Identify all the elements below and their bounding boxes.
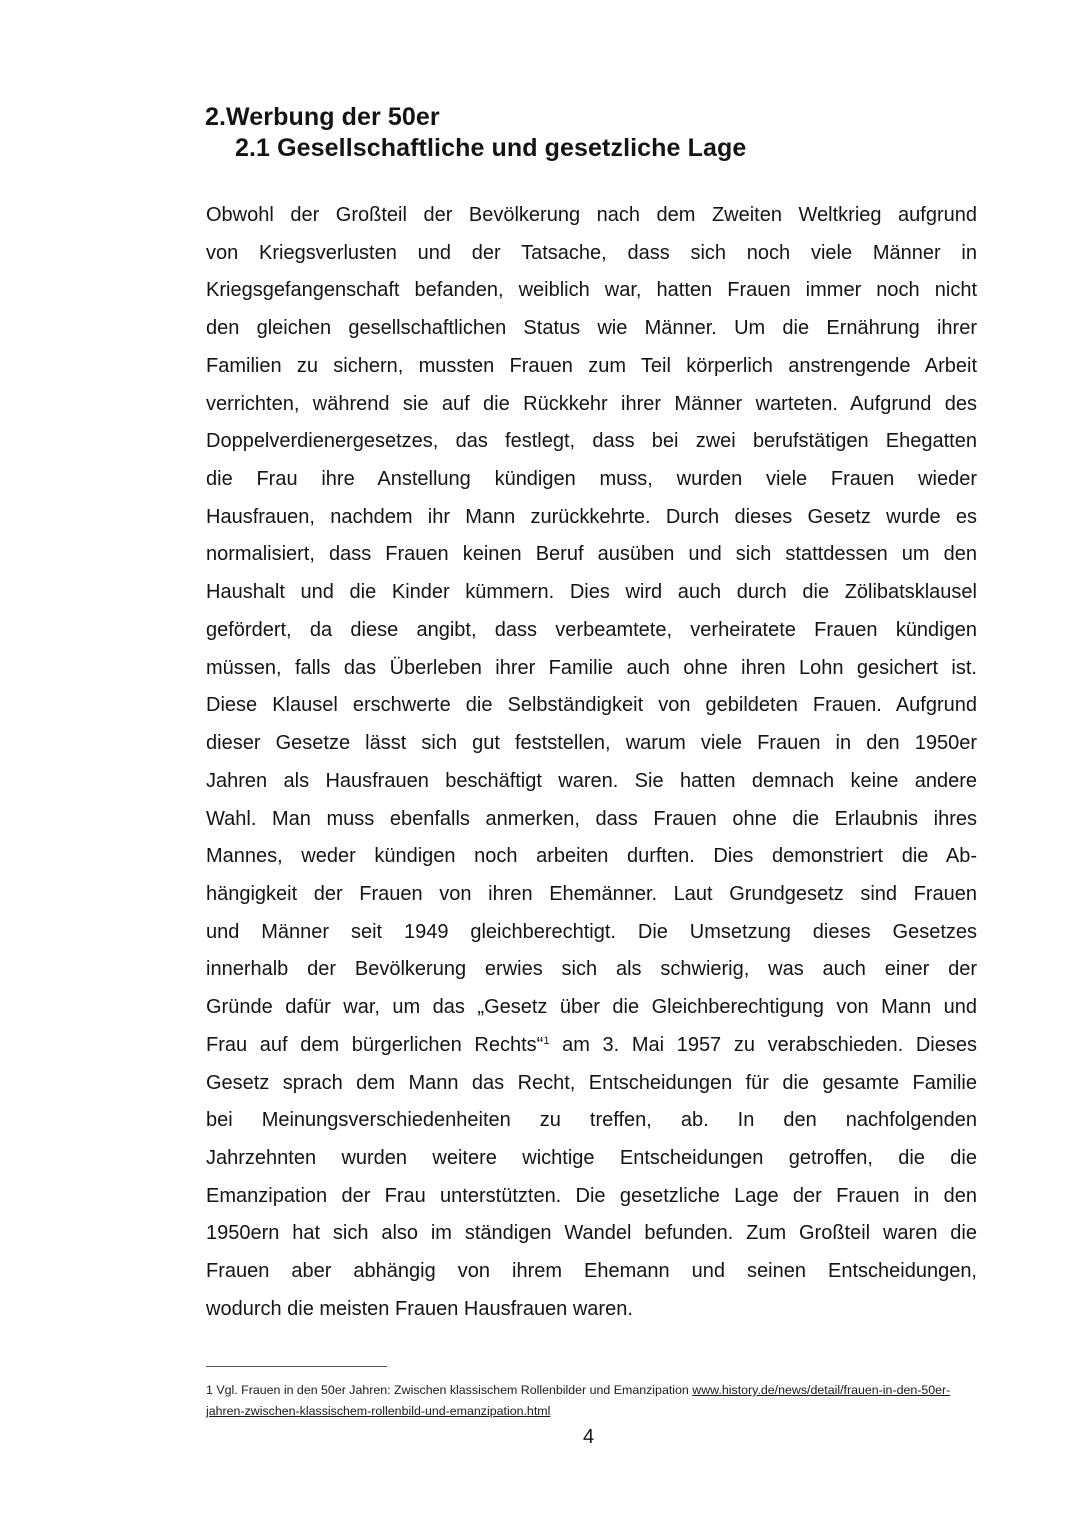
text-line: Frauen aber abhängig von ihrem Ehemann und seinen Entscheidungen, [206,1260,977,1283]
body-text [206,197,977,1329]
text-line: verrichten, während sie auf die Rückkehr ihrer Männer warteten. Aufgrund des [206,392,977,415]
text-line: normalisiert, dass Frauen keinen Beruf ausüben und sich stattdessen um den [206,543,977,566]
text-line: Gründe dafür war, um das „Gesetz über die Gleichberechtigung von Mann und [206,996,977,1019]
text-line: wodurch die meisten Frauen Hausfrauen waren. [206,1297,633,1320]
text-line: Mannes, weder kündigen noch arbeiten durften. Dies demonstriert die Ab- [206,845,977,868]
text-line: die Frau ihre Anstellung kündigen muss, wurden viele Frauen wieder [206,468,977,491]
text-line: Hausfrauen, nachdem ihr Mann zurückkehrte. Durch dieses Gesetz wurde es [206,505,977,528]
text-line: gefördert, da diese angibt, dass verbeamtete, verheiratete Frauen kündigen [206,618,977,641]
text-line: Kriegsgefangenschaft befanden, weiblich war, hatten Frauen immer noch nicht [206,279,977,302]
page-number: 4 [583,1426,595,1448]
text-line: Gesetz sprach dem Mann das Recht, Entscheidungen für die gesamte Familie [206,1071,977,1094]
text-line: Wahl. Man muss ebenfalls anmerken, dass Frauen ohne die Erlaubnis ihres [206,807,977,830]
footnote [206,1380,966,1422]
text-line: Obwohl der Großteil der Bevölkerung nach dem Zweiten Weltkrieg aufgrund [206,204,977,226]
text-line: 1950ern hat sich also im ständigen Wandel befunden. Zum Großteil waren die [206,1222,977,1245]
text-line: dieser Gesetze lässt sich gut feststellen, warum viele Frauen in den 1950er [206,732,977,755]
text-line: von Kriegsverlusten und der Tatsache, dass sich noch viele Männer in [206,241,977,264]
text-line: bei Meinungsverschiedenheiten zu treffen, ab. In den nachfolgenden [206,1109,977,1132]
text-line: Emanzipation der Frau unterstützten. Die gesetzliche Lage der Frauen in den [206,1184,977,1207]
text-line-with-footnote: Frau auf dem bürgerlichen Rechts“$^1$ am 3. Mai 1957 zu verabschieden. Dieses [206,1033,977,1056]
text-line: innerhalb der Bevölkerung erwies sich als schwierig, was auch einer der [206,958,977,981]
text-line: und Männer seit 1949 gleichberechtigt. Die Umsetzung dieses Gesetzes [206,920,977,943]
text-line: hängigkeit der Frauen von ihren Ehemänner. Laut Grundgesetz sind Frauen [206,882,977,905]
footnote-separator [206,1366,387,1367]
section-heading: 2.1 Gesellschaftliche und gesetzliche Lage [235,134,747,162]
text-line: Jahrzehnten wurden weitere wichtige Entscheidungen getroffen, die die [206,1146,977,1169]
footnote-number: 1 [206,1383,213,1397]
text-line: Doppelverdienergesetzes, das festlegt, dass bei zwei berufstätigen Ehegatten [206,430,977,453]
footnote-text: Vgl. Frauen in den 50er Jahren: Zwischen klassischem Rollenbilder und Emanzipation [212,1383,693,1397]
chapter-heading: 2.Werbung der 50er [205,103,440,131]
text-line: Diese Klausel erschwerte die Selbständigkeit von gebildeten Frauen. Aufgrund [206,694,977,717]
text-line: müssen, falls das Überleben ihrer Familie auch ohne ihren Lohn gesichert ist. [206,656,977,679]
text-line: Haushalt und die Kinder kümmern. Dies wird auch durch die Zölibatsklausel [206,581,977,604]
text-line: Familien zu sichern, mussten Frauen zum Teil körperlich anstrengende Arbeit [206,354,977,377]
text-line: den gleichen gesellschaftlichen Status wie Männer. Um die Ernährung ihrer [206,317,977,340]
text-line: Jahren als Hausfrauen beschäftigt waren. Sie hatten demnach keine andere [206,769,977,792]
footnote-reference[interactable]: 1 [543,1034,550,1047]
footnote-link[interactable]: www.history.de/news/detail/frauen-in-den-50er-jahren-zwischen-klassischem-rollenbild-und-emanzipation.html [206,1383,951,1418]
